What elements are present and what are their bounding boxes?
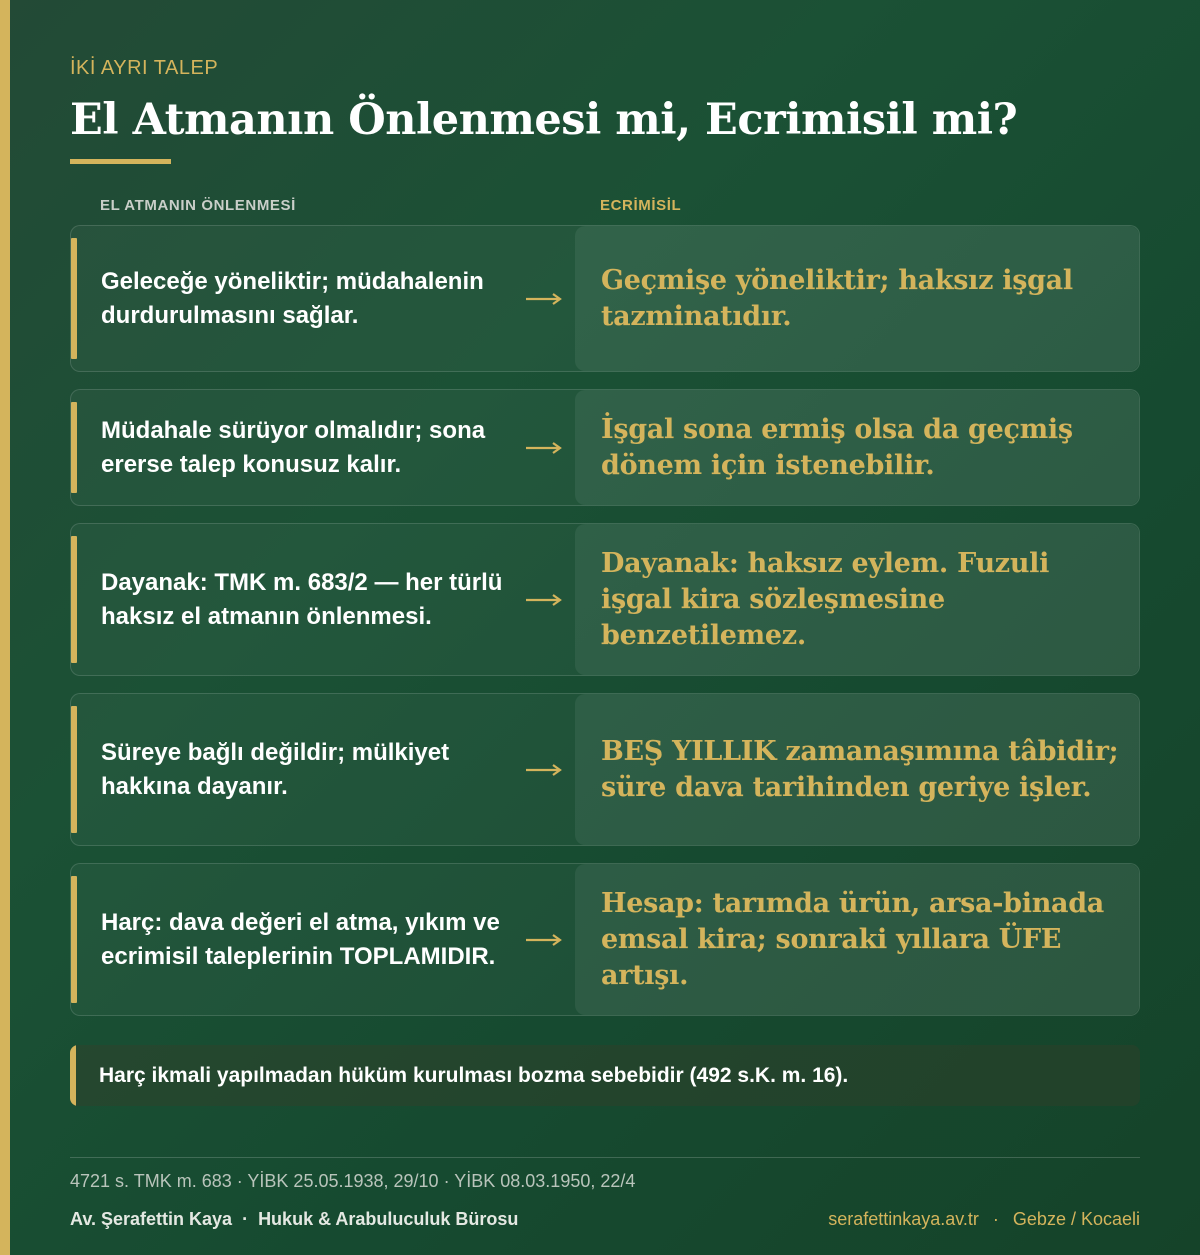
row-left-text: Harç: dava değeri el atma, yıkım ve ecrimisil taleplerinin TOPLAMIDIR. xyxy=(101,908,500,970)
page-title: El Atmanın Önlenmesi mi, Ecrimisil mi? xyxy=(70,95,1018,145)
row-right-text: Hesap: tarımda ürün, arsa-binada emsal kira; sonraki yıllara ÜFE artışı. xyxy=(601,887,1104,991)
column-header-left: EL ATMANIN ÖNLENMESİ xyxy=(100,197,296,214)
comparison-row xyxy=(70,693,1140,846)
row-left-text: Dayanak: TMK m. 683/2 — her türlü haksız el atmanın önlenmesi. xyxy=(101,568,503,630)
author-name: Av. Şerafettin Kaya xyxy=(70,1209,233,1229)
arrow-right-icon xyxy=(526,933,566,947)
row-right-text: Dayanak: haksız eylem. Fuzuli işgal kira sözleşmesine benzetilemez. xyxy=(601,547,1050,651)
comparison-row xyxy=(70,389,1140,506)
location-label: Gebze / Kocaeli xyxy=(1012,1209,1140,1229)
title-underline xyxy=(70,159,171,164)
left-accent-stripe xyxy=(0,0,10,1255)
row-right-panel xyxy=(575,694,1139,845)
row-right-text: BEŞ YILLIK zamanaşımına tâbidir; süre dava tarihinden geriye işler. xyxy=(601,735,1119,803)
author-organization: Hukuk & Arabuluculuk Bürosu xyxy=(258,1209,519,1229)
comparison-row xyxy=(70,863,1140,1016)
footer-site xyxy=(828,1209,1140,1230)
arrow-right-icon xyxy=(526,763,566,777)
footer-author xyxy=(70,1209,518,1230)
row-right-text: Geçmişe yöneliktir; haksız işgal tazminatıdır. xyxy=(601,264,1073,332)
row-right-panel xyxy=(575,226,1139,371)
eyebrow-label: İKİ AYRI TALEP xyxy=(70,57,219,79)
comparison-row xyxy=(70,523,1140,676)
website-link[interactable]: serafettinkaya.av.tr xyxy=(828,1209,979,1229)
note-accent-bar xyxy=(70,1045,76,1106)
row-right-panel xyxy=(575,390,1139,505)
row-accent-bar xyxy=(71,402,77,493)
row-right-panel xyxy=(575,864,1139,1015)
site-separator: · xyxy=(992,1209,999,1229)
author-separator: · xyxy=(242,1209,249,1229)
row-left-text: Süreye bağlı değildir; mülkiyet hakkına dayanır. xyxy=(101,738,450,800)
row-accent-bar xyxy=(71,706,77,833)
arrow-right-icon xyxy=(526,292,566,306)
column-header-right: ECRİMİSİL xyxy=(600,197,682,214)
row-accent-bar xyxy=(71,536,77,663)
row-left-text: Geleceğe yöneliktir; müdahalenin durdurulmasını sağlar. xyxy=(101,267,484,329)
arrow-right-icon xyxy=(526,593,566,607)
arrow-right-icon xyxy=(526,441,566,455)
note-callout xyxy=(70,1045,1140,1106)
row-right-text: İşgal sona ermiş olsa da geçmiş dönem için istenebilir. xyxy=(601,413,1073,481)
row-accent-bar xyxy=(71,238,77,359)
footer-references: 4721 s. TMK m. 683 · YİBK 25.05.1938, 29/10 · YİBK 08.03.1950, 22/4 xyxy=(70,1171,636,1191)
comparison-row xyxy=(70,225,1140,372)
row-right-panel xyxy=(575,524,1139,675)
footer-divider xyxy=(70,1157,1140,1158)
note-text: Harç ikmali yapılmadan hüküm kurulması bozma sebebidir (492 s.K. m. 16). xyxy=(99,1063,849,1087)
row-left-text: Müdahale sürüyor olmalıdır; sona ererse talep konusuz kalır. xyxy=(101,416,486,478)
row-accent-bar xyxy=(71,876,77,1003)
